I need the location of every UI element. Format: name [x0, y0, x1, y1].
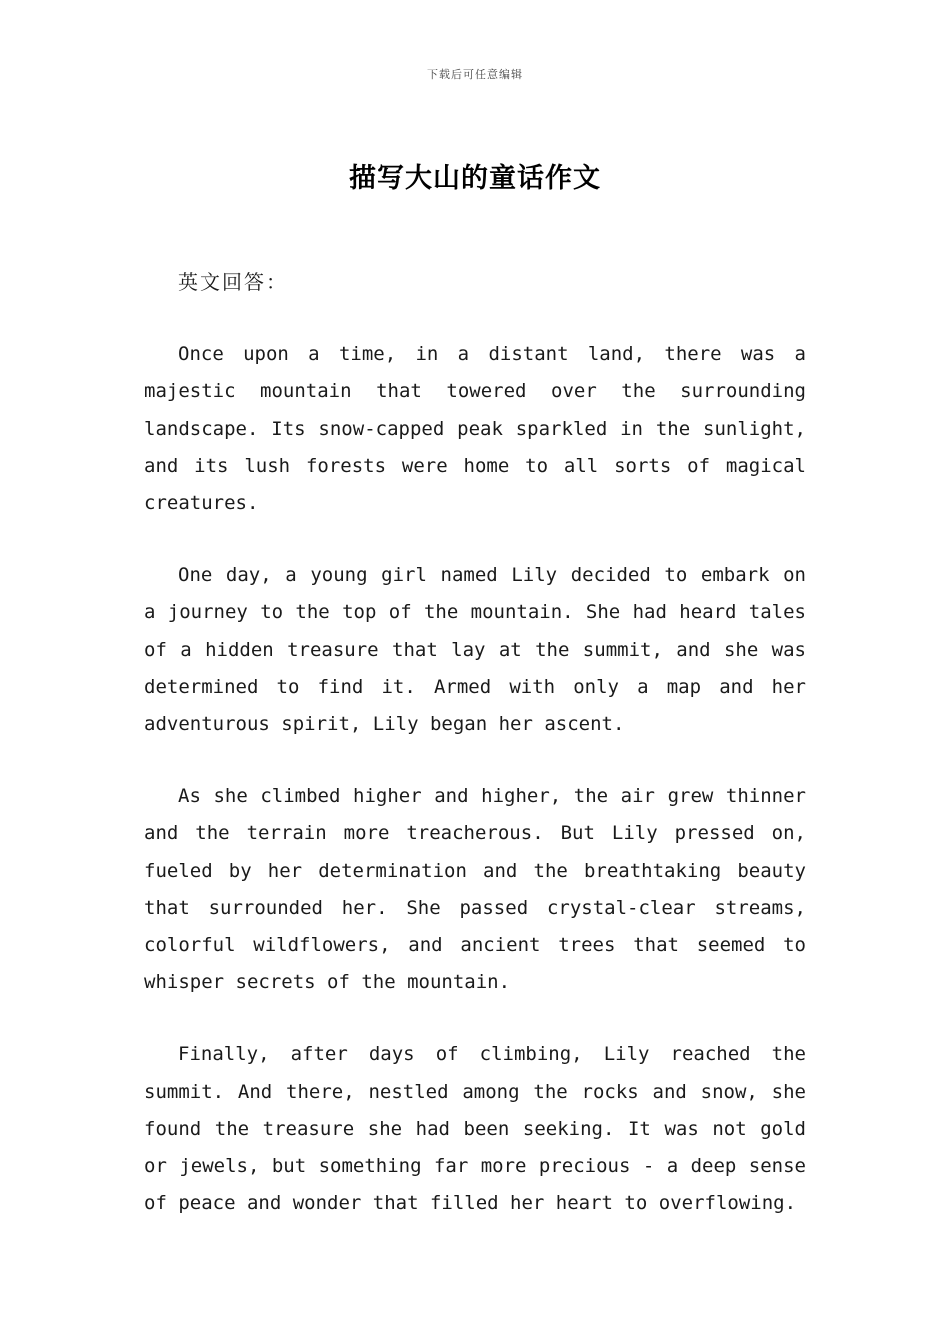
- section-label: 英文回答：: [178, 270, 288, 294]
- paragraph-3: As she climbed higher and higher, the air grew thinner and the terrain more treacherous. But Lily pressed on, fueled by her determination and the breathtaking beauty that surrounded her. She passed crystal-clear streams, colorful wildflowers, and ancient trees that seemed to whisper secrets of the mountain.: [144, 785, 806, 994]
- page-header-note: 下载后可任意编辑: [427, 68, 523, 81]
- paragraph-1: Once upon a time, in a distant land, there was a majestic mountain that towered over the surrounding landscape. Its snow-capped peak sparkled in the sunlight, and its lush forests were home to all sorts of magical creatures.: [144, 343, 806, 515]
- document-body: [144, 264, 806, 1257]
- paragraph-4: Finally, after days of climbing, Lily reached the summit. And there, nestled among the rocks and snow, she found the treasure she had been seeking. It was not gold or jewels, but something far more precious - a deep sense of peace and wonder that filled her heart to overflowing.: [144, 1043, 806, 1215]
- paragraph-2: One day, a young girl named Lily decided to embark on a journey to the top of the mountain. She had heard tales of a hidden treasure that lay at the summit, and she was determined to find it. Armed with only a map and her adventurous spirit, Lily began her ascent.: [144, 564, 806, 736]
- document-title: 描写大山的童话作文: [349, 163, 601, 194]
